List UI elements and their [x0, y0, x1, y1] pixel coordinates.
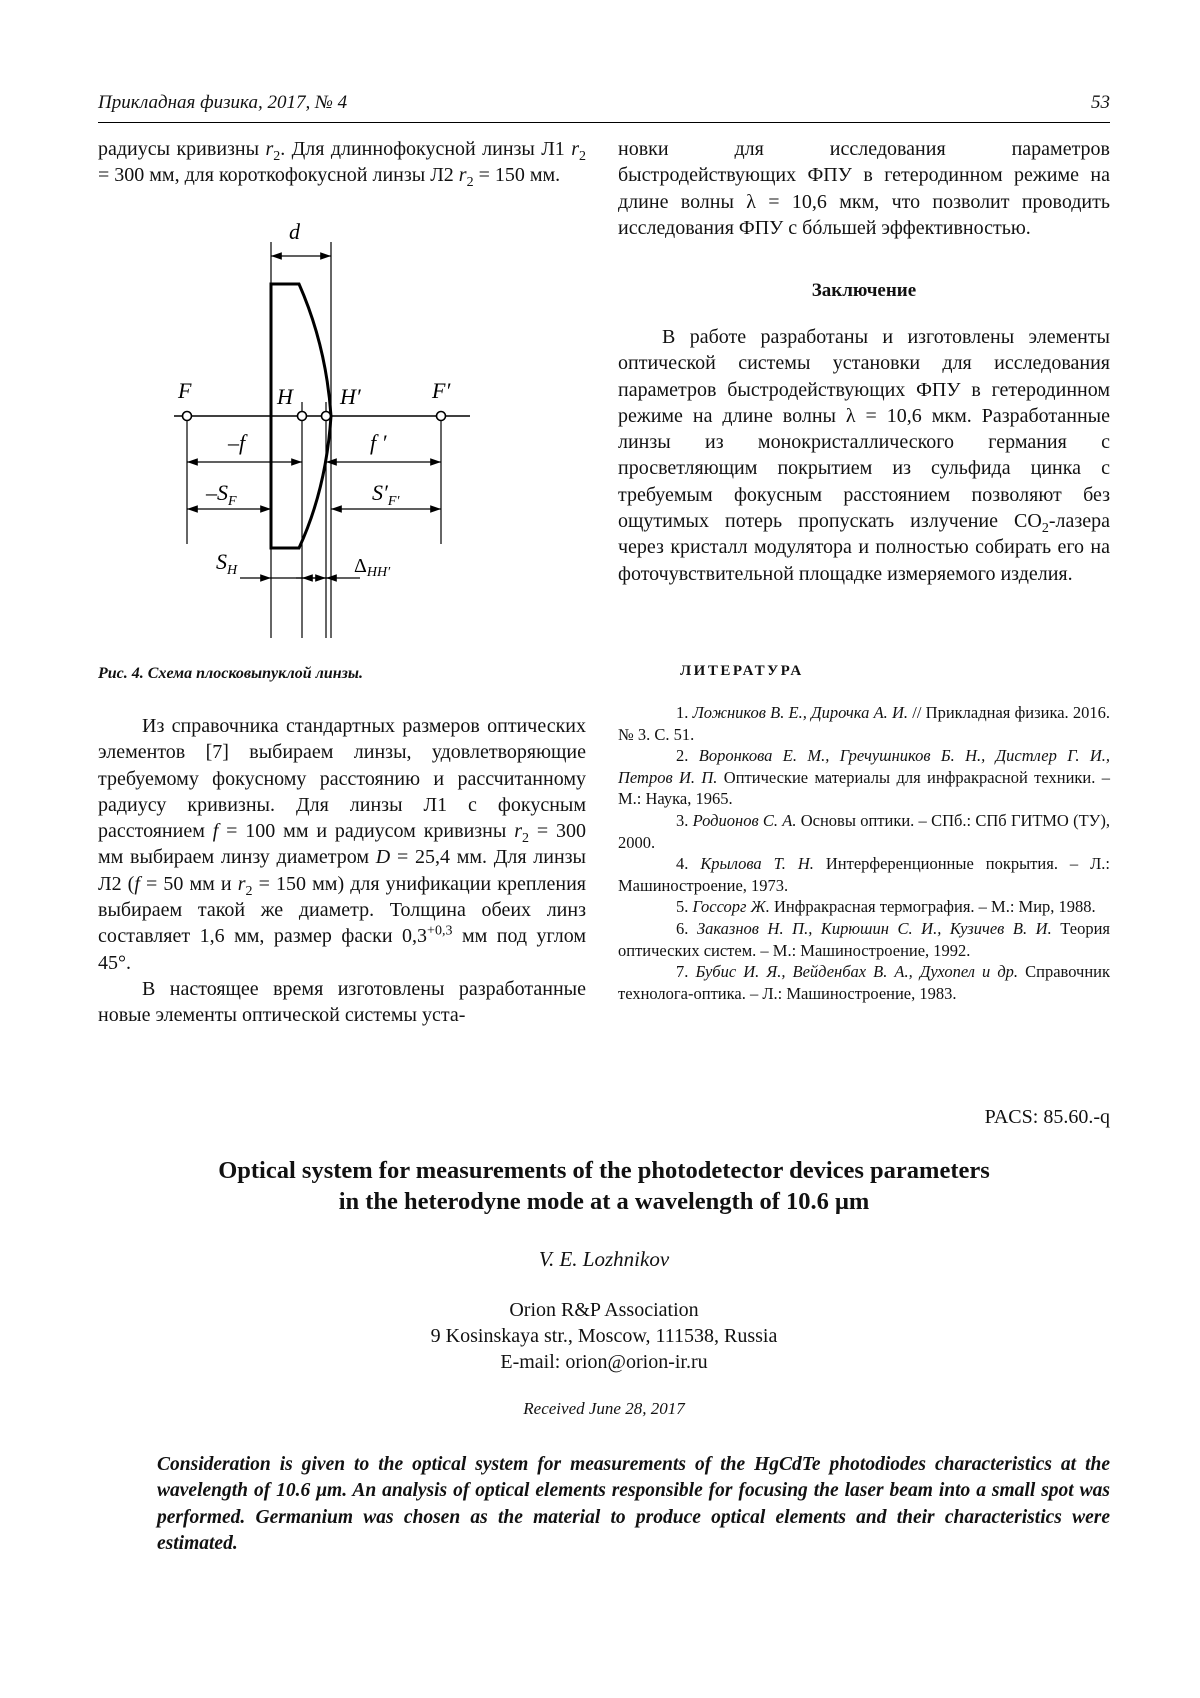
- label-H: H: [277, 384, 293, 409]
- label-Delta-HH: $\Delta_{HH'}$: [354, 555, 391, 580]
- journal-name: Прикладная физика, 2017, № 4: [98, 92, 348, 113]
- author-name: V. E. Lozhnikov: [538, 1247, 670, 1271]
- references-list: [618, 702, 1110, 1004]
- reference-item: 1. Ложников В. Е., Дирочка А. И. // Прикладная физика. 2016. № 3. С. 51.: [618, 703, 1111, 744]
- pacs-code: PACS: 85.60.-q: [984, 1106, 1110, 1128]
- received-date: Received June 28, 2017: [523, 1399, 685, 1418]
- label-SH: $S_H$: [216, 549, 238, 578]
- label-Hp: H′: [340, 384, 361, 409]
- F-point: [183, 412, 192, 421]
- label-F: F: [178, 378, 192, 403]
- Fp-point: [437, 412, 446, 421]
- reference-item: 6. Заказнов Н. П., Кирюшин С. И., Кузичев В. И. Теория оптических систем. – М.: Машиностроение, 1992.: [618, 918, 1110, 960]
- page-number: 53: [1091, 92, 1110, 113]
- english-abstract: Consideration is given to the optical system for measurements of the HgCdTe photodiodes characteristics at the wavelength of 10.6 μm. An analysis of optical elements responsible for focusing the laser beam into a small spot was performed. Germanium was chosen as the material to produce optical elements and their characteristics were estimated.: [157, 1454, 1110, 1554]
- left-para-2: Из справочника стандартных размеров оптических элементов [7] выбираем линзы, удовлетворяющие требуемому фокусному расстоянию и рассчитанному радиусу кривизны. Для линзы Л1 с фокусным расстоянием f = 100 мм и радиусом кривизны $r_2 = 300$ мм выбираем линзу диаметром D = 25,4 мм. Для линзы Л2 (f = 50 мм и $r_2 = 150$ мм) для унификации крепления выбираем такой же диаметр. Толщина обеих линз составляет 1,6 мм, размер фаски $0,3^{+0,3}$ мм под углом 45°. В настоящее время изготовлены разработанные новые элементы оптической системы уста-: [98, 713, 586, 1029]
- reference-item: 3. Родионов С. А. Основы оптики. – СПб.: СПб ГИТМО (ТУ), 2000.: [618, 810, 1110, 852]
- email: E-mail: orion@orion-ir.ru: [500, 1351, 708, 1373]
- reference-item: 2. Воронкова Е. М., Гречушников Б. Н., Дистлер Г. И., Петров И. П. Оптические материалы для инфракрасной техники. – М.: Наука, 1965.: [618, 746, 1111, 809]
- label-f-prime: f ′: [370, 430, 387, 455]
- lens-diagram: [170, 219, 500, 642]
- affiliation-block: [98, 1297, 1110, 1375]
- conclusion-heading: Заключение: [811, 280, 917, 301]
- H-point: [298, 412, 307, 421]
- right-para-1: новки для исследования параметров быстродействующих ФПУ в гетеродинном режиме на длине волны λ = 10,6 мкм, что позволит проводить исследования ФПУ с бóльшей эффективностью.: [618, 138, 1110, 239]
- running-header: [98, 92, 1110, 123]
- label-SpF: $S'_{F'}$: [372, 480, 400, 509]
- left-para-3: В настоящее время изготовлены разработанные новые элементы оптической системы уста-: [98, 977, 586, 1027]
- reference-item: 4. Крылова Т. Н. Интерференционные покрытия. – Л.: Машиностроение, 1973.: [618, 854, 1111, 895]
- label-d: d: [289, 219, 300, 244]
- figure-caption: Рис. 4. Схема плосковыпуклой линзы.: [98, 665, 363, 682]
- label-minus-f: –f: [228, 430, 246, 455]
- reference-item: 5. Госсорг Ж. Инфракрасная термография. – М.: Мир, 1988.: [676, 897, 1096, 917]
- reference-item: 7. Бубис И. Я., Вейденбах В. А., Духопел и др. Справочник технолога-оптика. – Л.: Машиностроение, 1983.: [618, 962, 1111, 1003]
- conclusion-text: В работе разработаны и изготовлены элементы оптической системы установки для исследования параметров быстродействующих ФПУ в гетеродинном режиме на длине волны λ = 10,6 мкм. Разработанные линзы из монокристаллического германия с просветляющим покрытием из сульфида цинка с требуемым фокусным расстоянием позволяют без ощутимых потерь пропускать излучение $CO_2$-лазера через кристалл модулятора и полностью собирать его на фоточувствительной площадке измеряемого изделия.: [618, 326, 1110, 585]
- label-Fp: F′: [432, 378, 451, 403]
- Hp-point: [322, 412, 331, 421]
- label-minus-SF: $-S_F$: [206, 480, 237, 509]
- references-heading: ЛИТЕРАТУРА: [680, 663, 804, 679]
- affiliation-address: 9 Kosinskaya str., Moscow, 111538, Russia: [430, 1325, 778, 1347]
- paper-title: Optical system for measurements of the photodetector devices parameters in the heterodyne mode at a wavelength of 10.6 μm: [218, 1157, 990, 1215]
- affiliation-org: Orion R&P Association: [509, 1299, 699, 1321]
- left-para-1: радиусы кривизны $r_2$. Для длиннофокусной линзы Л1 $r_2 = 300$ мм, для короткофокусной линзы Л2 $r_2 = 150$ мм.: [98, 138, 586, 191]
